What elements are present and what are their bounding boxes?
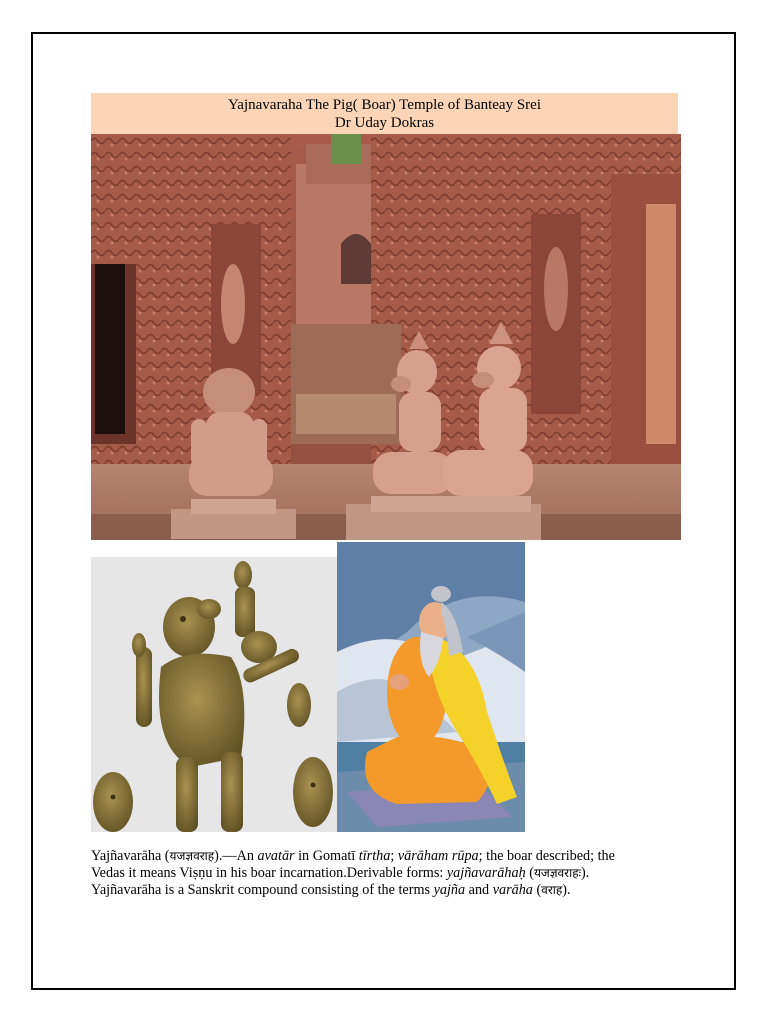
sage-illustration bbox=[337, 542, 525, 832]
temple-photo bbox=[91, 134, 681, 540]
caption-line-2: Vedas it means Viṣṇu in his boar incarnation.Derivable forms: yajñavarāhaḥ (यजज्ञवराहः). bbox=[91, 865, 590, 881]
caption-line-3: Yajñavarāha is a Sanskrit compound consisting of the terms yajña and varāha (वराह). bbox=[91, 882, 571, 898]
title-band bbox=[91, 93, 678, 134]
bronze-varaha-photo bbox=[91, 557, 337, 832]
caption-line-1: Yajñavarāha (यजज्ञवराह).—An avatār in Gomatī tīrtha; vārāham rūpa; the boar described; the bbox=[91, 848, 615, 864]
page-title: Yajnavaraha The Pig( Boar) Temple of Banteay Srei bbox=[227, 97, 542, 113]
caption-text bbox=[91, 848, 681, 899]
author-name: Dr Uday Dokras bbox=[334, 115, 435, 131]
